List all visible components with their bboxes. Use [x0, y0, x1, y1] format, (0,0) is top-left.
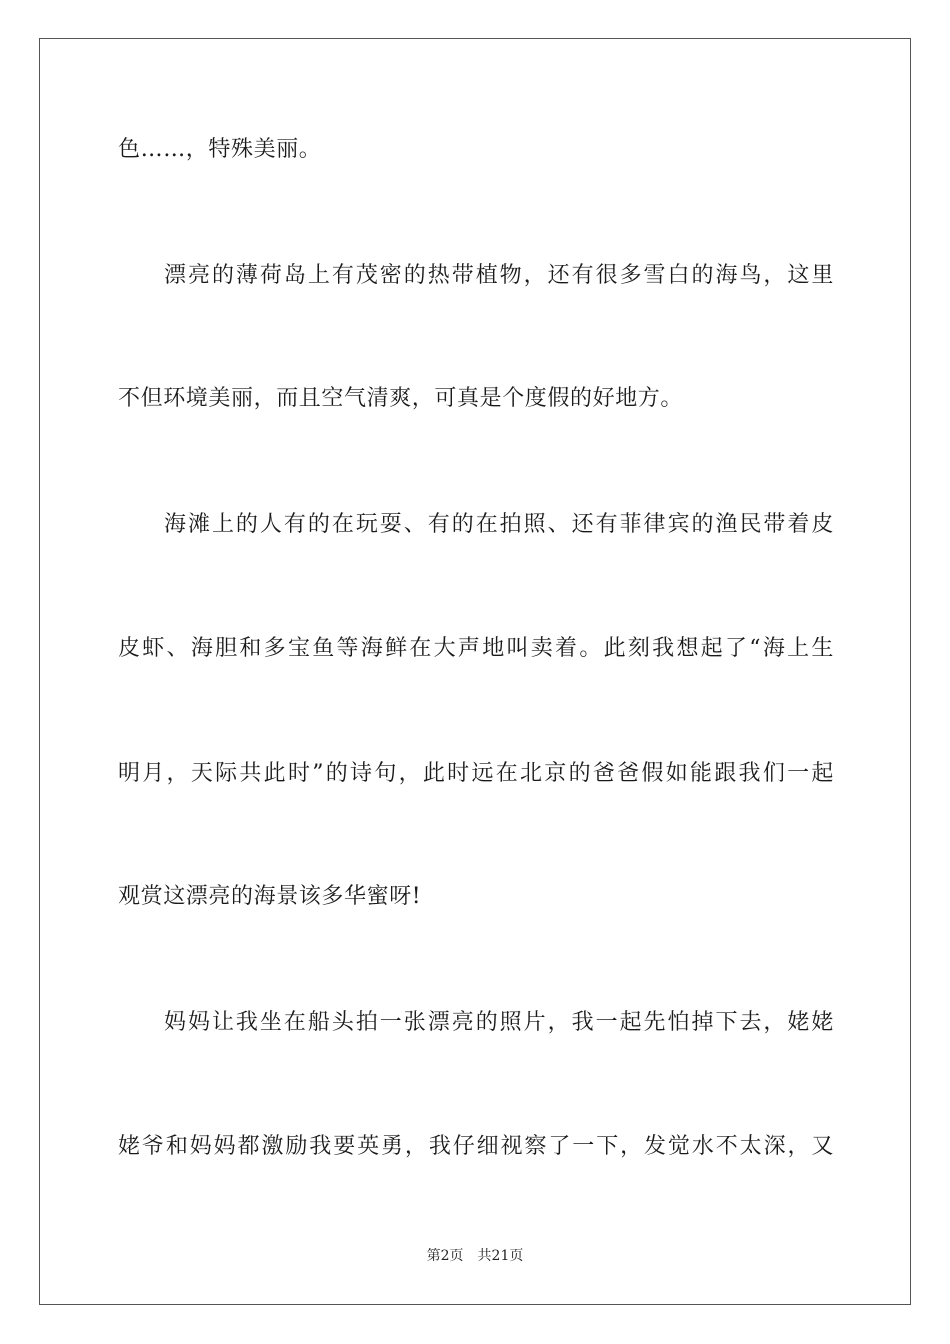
- text-line: 色……，特殊美丽。: [118, 137, 322, 162]
- page-total: 共21页: [477, 1248, 524, 1264]
- page-footer: [0, 1247, 950, 1265]
- text-line: 明月，天际共此时”的诗句，此时远在北京的爸爸假如能跟我们一起: [118, 761, 834, 786]
- paragraph-first-line: 漂亮的薄荷岛上有茂密的热带植物，还有很多雪白的海鸟，这里: [164, 263, 834, 288]
- text-line: 姥爷和妈妈都激励我要英勇，我仔细视察了一下，发觉水不太深，又: [118, 1134, 834, 1159]
- paragraph-first-line: 妈妈让我坐在船头拍一张漂亮的照片，我一起先怕掉下去，姥姥: [164, 1010, 834, 1035]
- page-number: 第2页: [426, 1248, 464, 1264]
- text-line: 皮虾、海胆和多宝鱼等海鲜在大声地叫卖着。此刻我想起了“海上生: [118, 636, 834, 661]
- paragraph-first-line: 海滩上的人有的在玩耍、有的在拍照、还有菲律宾的渔民带着皮: [164, 512, 834, 537]
- text-line: 观赏这漂亮的海景该多华蜜呀!: [118, 884, 422, 909]
- text-line: 不但环境美丽，而且空气清爽，可真是个度假的好地方。: [118, 386, 684, 411]
- page-border: [39, 38, 911, 1305]
